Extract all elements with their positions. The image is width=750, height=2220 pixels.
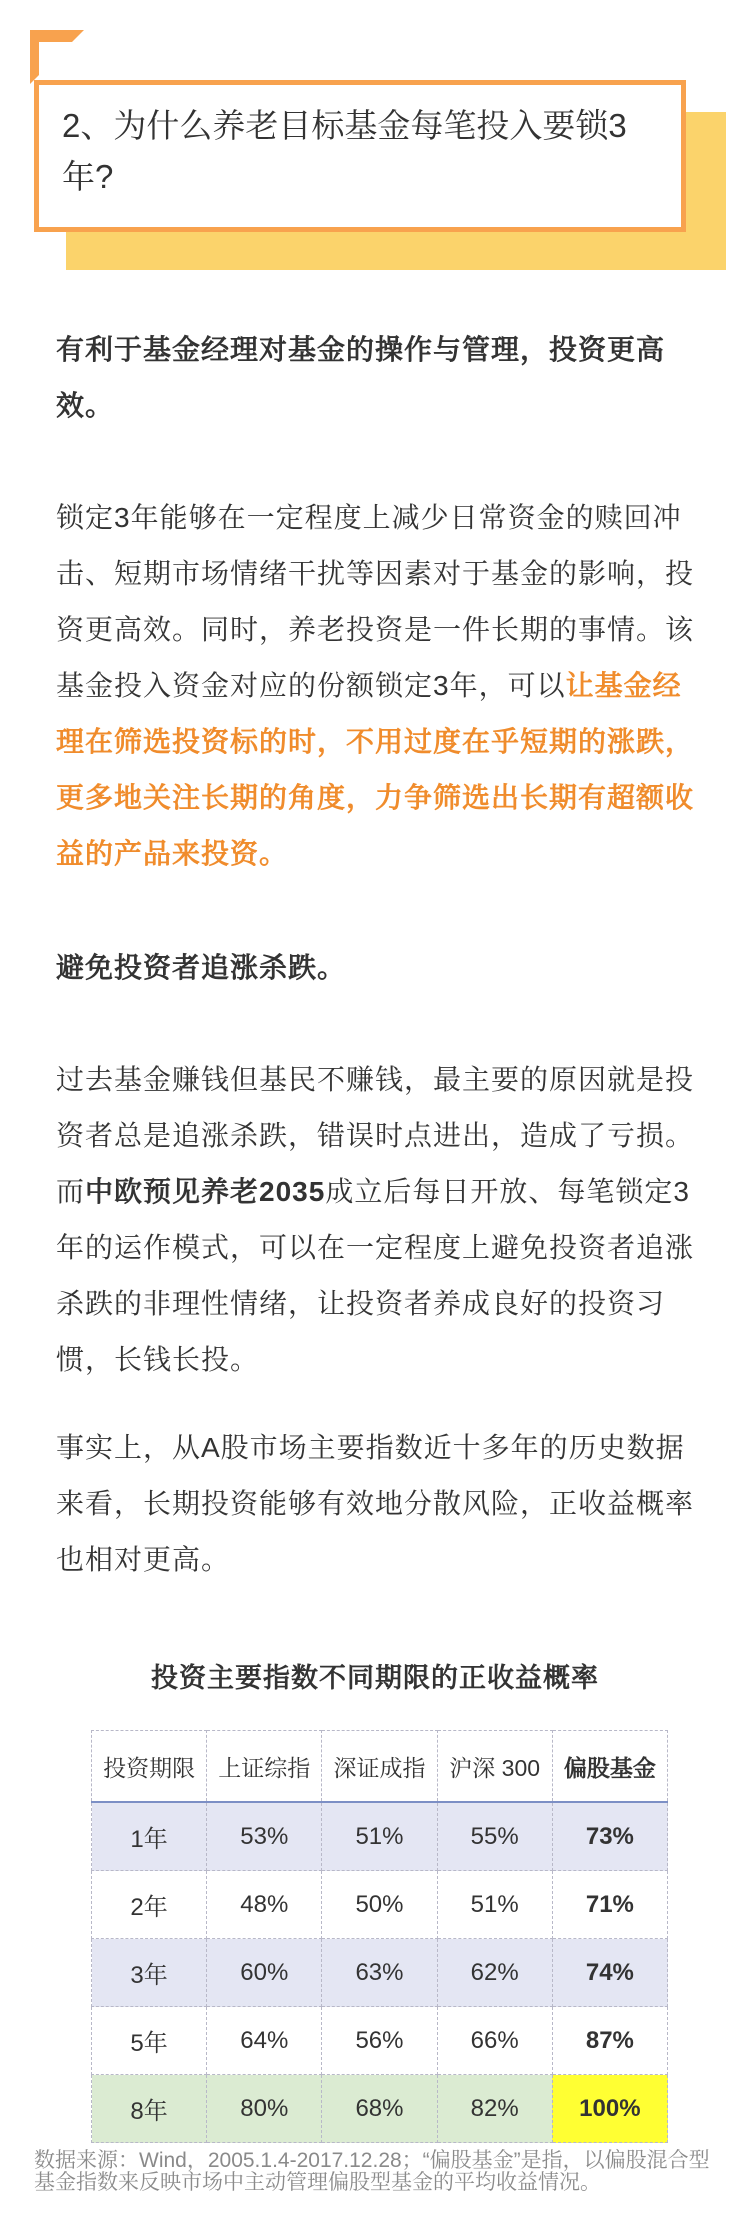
table-cell: 66% [437, 2007, 552, 2075]
col-header-szse: 深证成指 [322, 1731, 437, 1803]
table-cell: 5年 [92, 2007, 207, 2075]
col-header-equity-fund: 偏股基金 [552, 1731, 667, 1803]
data-source-note: 数据来源：Wind，2005.1.4-2017.12.28；“偏股基金”是指，以偏股混合型基金指数来反映市场中主动管理偏股型基金的平均收益情况。 [34, 2149, 710, 2194]
table-cell: 74% [552, 1939, 667, 2007]
table-cell: 8年 [92, 2075, 207, 2143]
section-body-1-highlight: 让基金经理在筛选投资标的时，不用过度在乎短期的涨跌，更多地关注长期的角度，力争筛选出长期有超额收益的产品来投资。 [56, 670, 695, 869]
table-cell: 82% [437, 2075, 552, 2143]
table-cell: 71% [552, 1871, 667, 1939]
table-cell: 68% [322, 2075, 437, 2143]
table-title: 投资主要指数不同期限的正收益概率 [151, 1663, 599, 1693]
table-cell: 50% [322, 1871, 437, 1939]
table-cell: 55% [437, 1802, 552, 1871]
table-cell: 51% [437, 1871, 552, 1939]
table-cell: 80% [207, 2075, 322, 2143]
table-header-row [92, 1731, 668, 1803]
header-corner-inner [39, 42, 75, 78]
table-cell: 56% [322, 2007, 437, 2075]
table-cell: 3年 [92, 1939, 207, 2007]
table-cell: 53% [207, 1802, 322, 1871]
table-cell: 48% [207, 1871, 322, 1939]
col-header-sse: 上证综指 [207, 1731, 322, 1803]
table-cell: 64% [207, 2007, 322, 2075]
probability-table [91, 1730, 668, 2143]
table-row [92, 1802, 668, 1871]
table-cell: 62% [437, 1939, 552, 2007]
section-body-3: 事实上，从A股市场主要指数近十多年的历史数据来看，长期投资能够有效地分散风险，正收益概率也相对更高。 [56, 1432, 695, 1575]
section-body-2-text-a: 过去基金赚钱但基民不赚钱，最主要的原因就是投资者总是追涨杀跌，错误时点进出，造成了亏损。而 [56, 1064, 695, 1207]
table-cell: 63% [322, 1939, 437, 2007]
page-title: 2、为什么养老目标基金每笔投入要锁3年? [62, 107, 627, 195]
table-cell: 2年 [92, 1871, 207, 1939]
table-cell: 87% [552, 2007, 667, 2075]
col-header-period: 投资期限 [92, 1731, 207, 1803]
table-row [92, 1939, 668, 2007]
table-cell-highlighted: 100% [552, 2075, 667, 2143]
section-heading-1: 有利于基金经理对基金的操作与管理，投资更高效。 [56, 334, 666, 421]
section-body-2-text-b: 成立后每日开放、每笔锁定3年的运作模式，可以在一定程度上避免投资者追涨杀跌的非理性情绪，让投资者养成良好的投资习惯，长钱长投。 [56, 1176, 695, 1375]
section-heading-2: 避免投资者追涨杀跌。 [56, 952, 347, 983]
table-cell: 73% [552, 1802, 667, 1871]
section-body-2 [56, 1052, 701, 1388]
col-header-hs300: 沪深 300 [437, 1731, 552, 1803]
table-row [92, 2075, 668, 2143]
table-cell: 51% [322, 1802, 437, 1871]
table-cell: 60% [207, 1939, 322, 2007]
table-row [92, 1871, 668, 1939]
section-body-1 [56, 490, 701, 882]
table-row [92, 2007, 668, 2075]
table-cell: 1年 [92, 1802, 207, 1871]
section-body-1-text: 锁定3年能够在一定程度上减少日常资金的赎回冲击、短期市场情绪干扰等因素对于基金的影响，投资更高效。同时，养老投资是一件长期的事情。该基金投入资金对应的份额锁定3年，可以 [56, 502, 695, 701]
fund-name: 中欧预见养老2035 [85, 1176, 326, 1207]
